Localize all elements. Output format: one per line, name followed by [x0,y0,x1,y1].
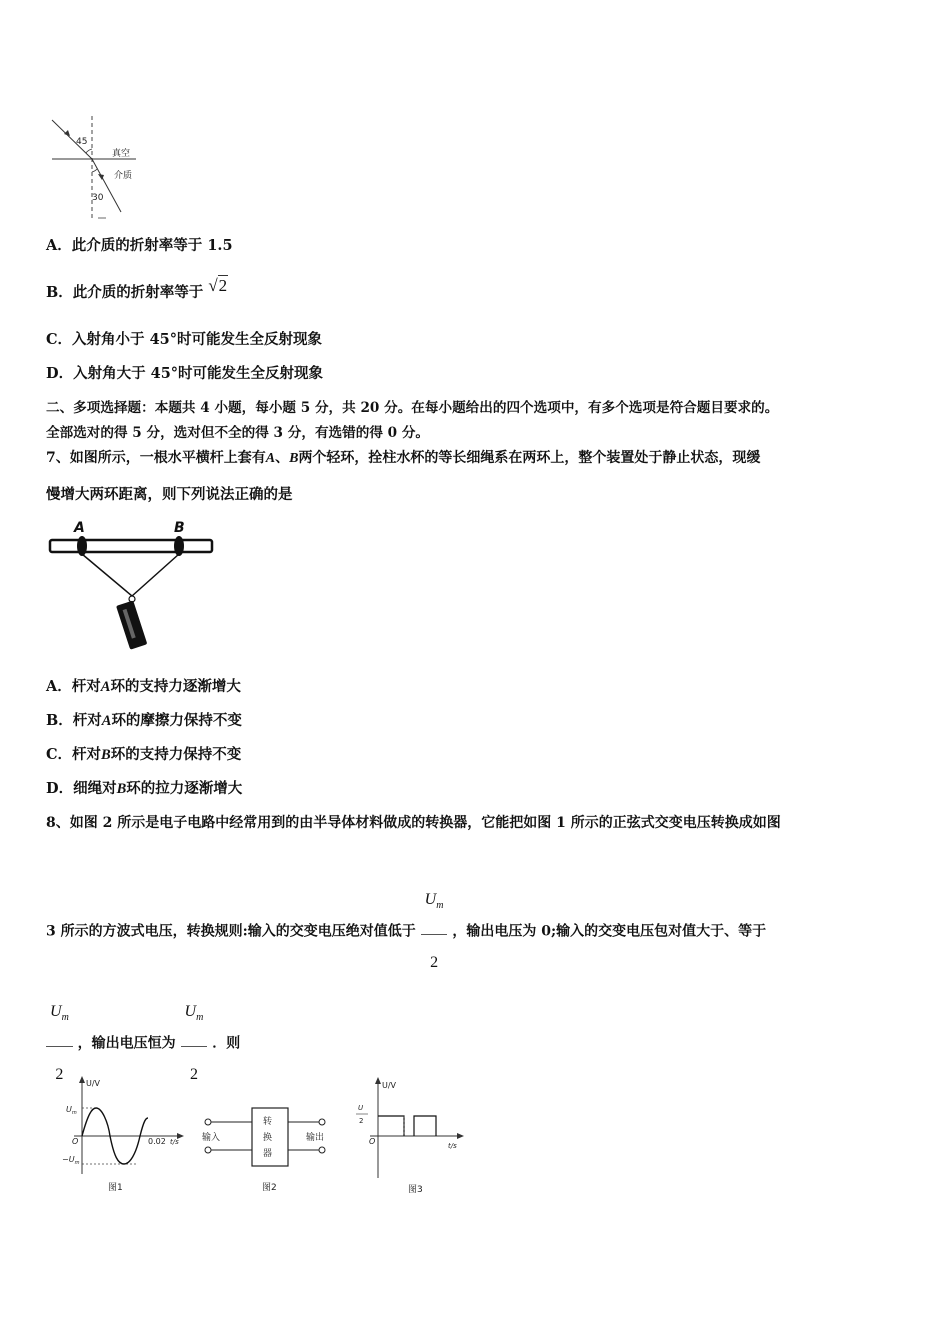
fig1-caption: 图1 [108,1183,123,1193]
option-text: 杆对 [72,746,102,763]
fig3-origin-label: O [369,1137,376,1146]
frac-numerator: U [184,1003,197,1020]
option-label: D． [46,780,74,797]
q6-option-a [46,236,233,256]
converter-char-1: 转 [263,1117,273,1127]
q7-option-b [46,711,242,731]
q7-text: 7、如图所示，一根水平横杆上套有 [46,450,266,466]
angle-refracted-label: 30 [92,193,104,203]
medium-label: 介质 [114,171,133,181]
q8-text: ，输出电压为 0;输入的交变电压包对值大于、等于 [452,923,767,940]
q6-option-b [46,276,228,303]
q7-option-c [46,745,241,765]
figure-2-converter [196,1102,346,1196]
ring-a-var: A [265,451,276,466]
frac-subscript: m [196,1012,204,1024]
fig3-frac-den: 2 [359,1117,364,1125]
rod-rings-figure [46,516,218,654]
frac-numerator: U [50,1003,62,1020]
q7-option-d [46,779,242,799]
refraction-figure [46,112,156,224]
option-label: B． [46,284,73,301]
q8-text: ．则 [212,1035,241,1052]
square-wave-pulse-1 [378,1116,404,1136]
option-text: 环的摩擦力保持不变 [111,712,242,729]
separator: 、 [275,450,290,466]
q6-option-d [46,364,323,384]
option-text: 环的支持力保持不变 [110,746,242,763]
fig2-caption: 图2 [262,1183,277,1193]
option-label: A． [46,237,72,254]
vacuum-label: 真空 [112,149,131,159]
converter-char-3: 器 [263,1149,273,1159]
fig1-origin-label: O [72,1137,79,1146]
q7-text: 两个轻环，拴柱水杯的等长细绳系在两环上，整个装置处于静止状态，现缓 [298,450,761,466]
fig1-um-label: $U_m$ [66,1105,77,1116]
q7-line1 [46,448,760,469]
q8-line1: 8、如图 2 所示是电子电路中经常用到的由半导体材料做成的转换器，它能把如图 1 所示的正弦式交变电压转换成如图 [46,815,781,831]
fig3-t-axis-label: t/s [448,1142,457,1150]
fig3-caption: 图3 [408,1185,423,1195]
fig1-y-axis-label: U/V [86,1079,101,1088]
frac-subscript: m [61,1012,69,1024]
fig3-frac-num: U [358,1104,364,1112]
frac-denominator: 2 [55,1066,64,1084]
option-text: 细绳对 [73,780,117,797]
frac-numerator: U [424,891,437,908]
q8-text: ，输出电压恒为 [77,1035,176,1052]
square-wave-pulse-2 [414,1116,436,1136]
output-label: 输出 [306,1133,325,1143]
sqrt-expression: √2 [208,276,228,295]
frac-denominator: 2 [189,1066,198,1084]
sqrt-radicand: 2 [218,276,228,295]
option-text: 杆对 [71,678,101,695]
option-text: 杆对 [72,712,102,729]
option-text: 环的支持力逐渐增大 [110,678,241,695]
ring-b-fig-label: B [174,520,185,536]
fig1-t-end-label: 0.02 [148,1137,166,1146]
figure-1-sine-wave [58,1074,188,1194]
q7-line2: 慢增大两环距离，则下列说法正确的是 [46,486,293,503]
section2-line1: 二、多项选择题：本题共 4 小题，每小题 5 分，共 20 分。在每小题给出的四个选项中，有多个选项是符合题目要求的。 [46,400,779,416]
option-text: 此介质的折射率等于 1.5 [71,237,233,254]
q6-option-c [46,330,322,350]
input-label: 输入 [202,1133,221,1143]
converter-char-2: 换 [263,1133,273,1143]
fig1-neg-um-label: $-U_m$ [62,1155,80,1166]
ring-a-fig-label: A [74,520,85,536]
option-label: C． [46,331,73,348]
um-over-2-fraction [421,874,448,989]
q7-option-a [46,677,241,697]
option-label: D． [46,365,74,382]
option-var: A [101,713,112,729]
option-label: C． [46,746,73,763]
option-text: 此介质的折射率等于 [72,284,204,301]
frac-denominator: 2 [430,954,439,972]
section2-line2: 全部选对的得 5 分，选对但不全的得 3 分，有选错的得 0 分。 [46,425,430,441]
option-var: B [116,781,127,797]
fig3-y-axis-label: U/V [382,1081,397,1090]
option-label: A． [46,678,72,695]
option-var: A [100,679,111,695]
frac-subscript: m [436,900,444,912]
option-var: B [101,747,111,763]
q8-line2 [46,874,766,989]
option-text: 入射角小于 45°时可能发生全反射现象 [72,331,323,348]
option-text: 入射角大于 45°时可能发生全反射现象 [73,365,324,382]
option-text: 环的拉力逐渐增大 [126,780,243,797]
ring-b-var: B [289,451,299,466]
fig1-t-axis-label: t/s [170,1138,179,1146]
option-label: B． [46,712,73,729]
figure-3-square-wave [350,1074,470,1198]
angle-incident-label: 45 [76,137,88,147]
q8-text: 3 所示的方波式电压，转换规则:输入的交变电压绝对值低于 [46,923,416,940]
